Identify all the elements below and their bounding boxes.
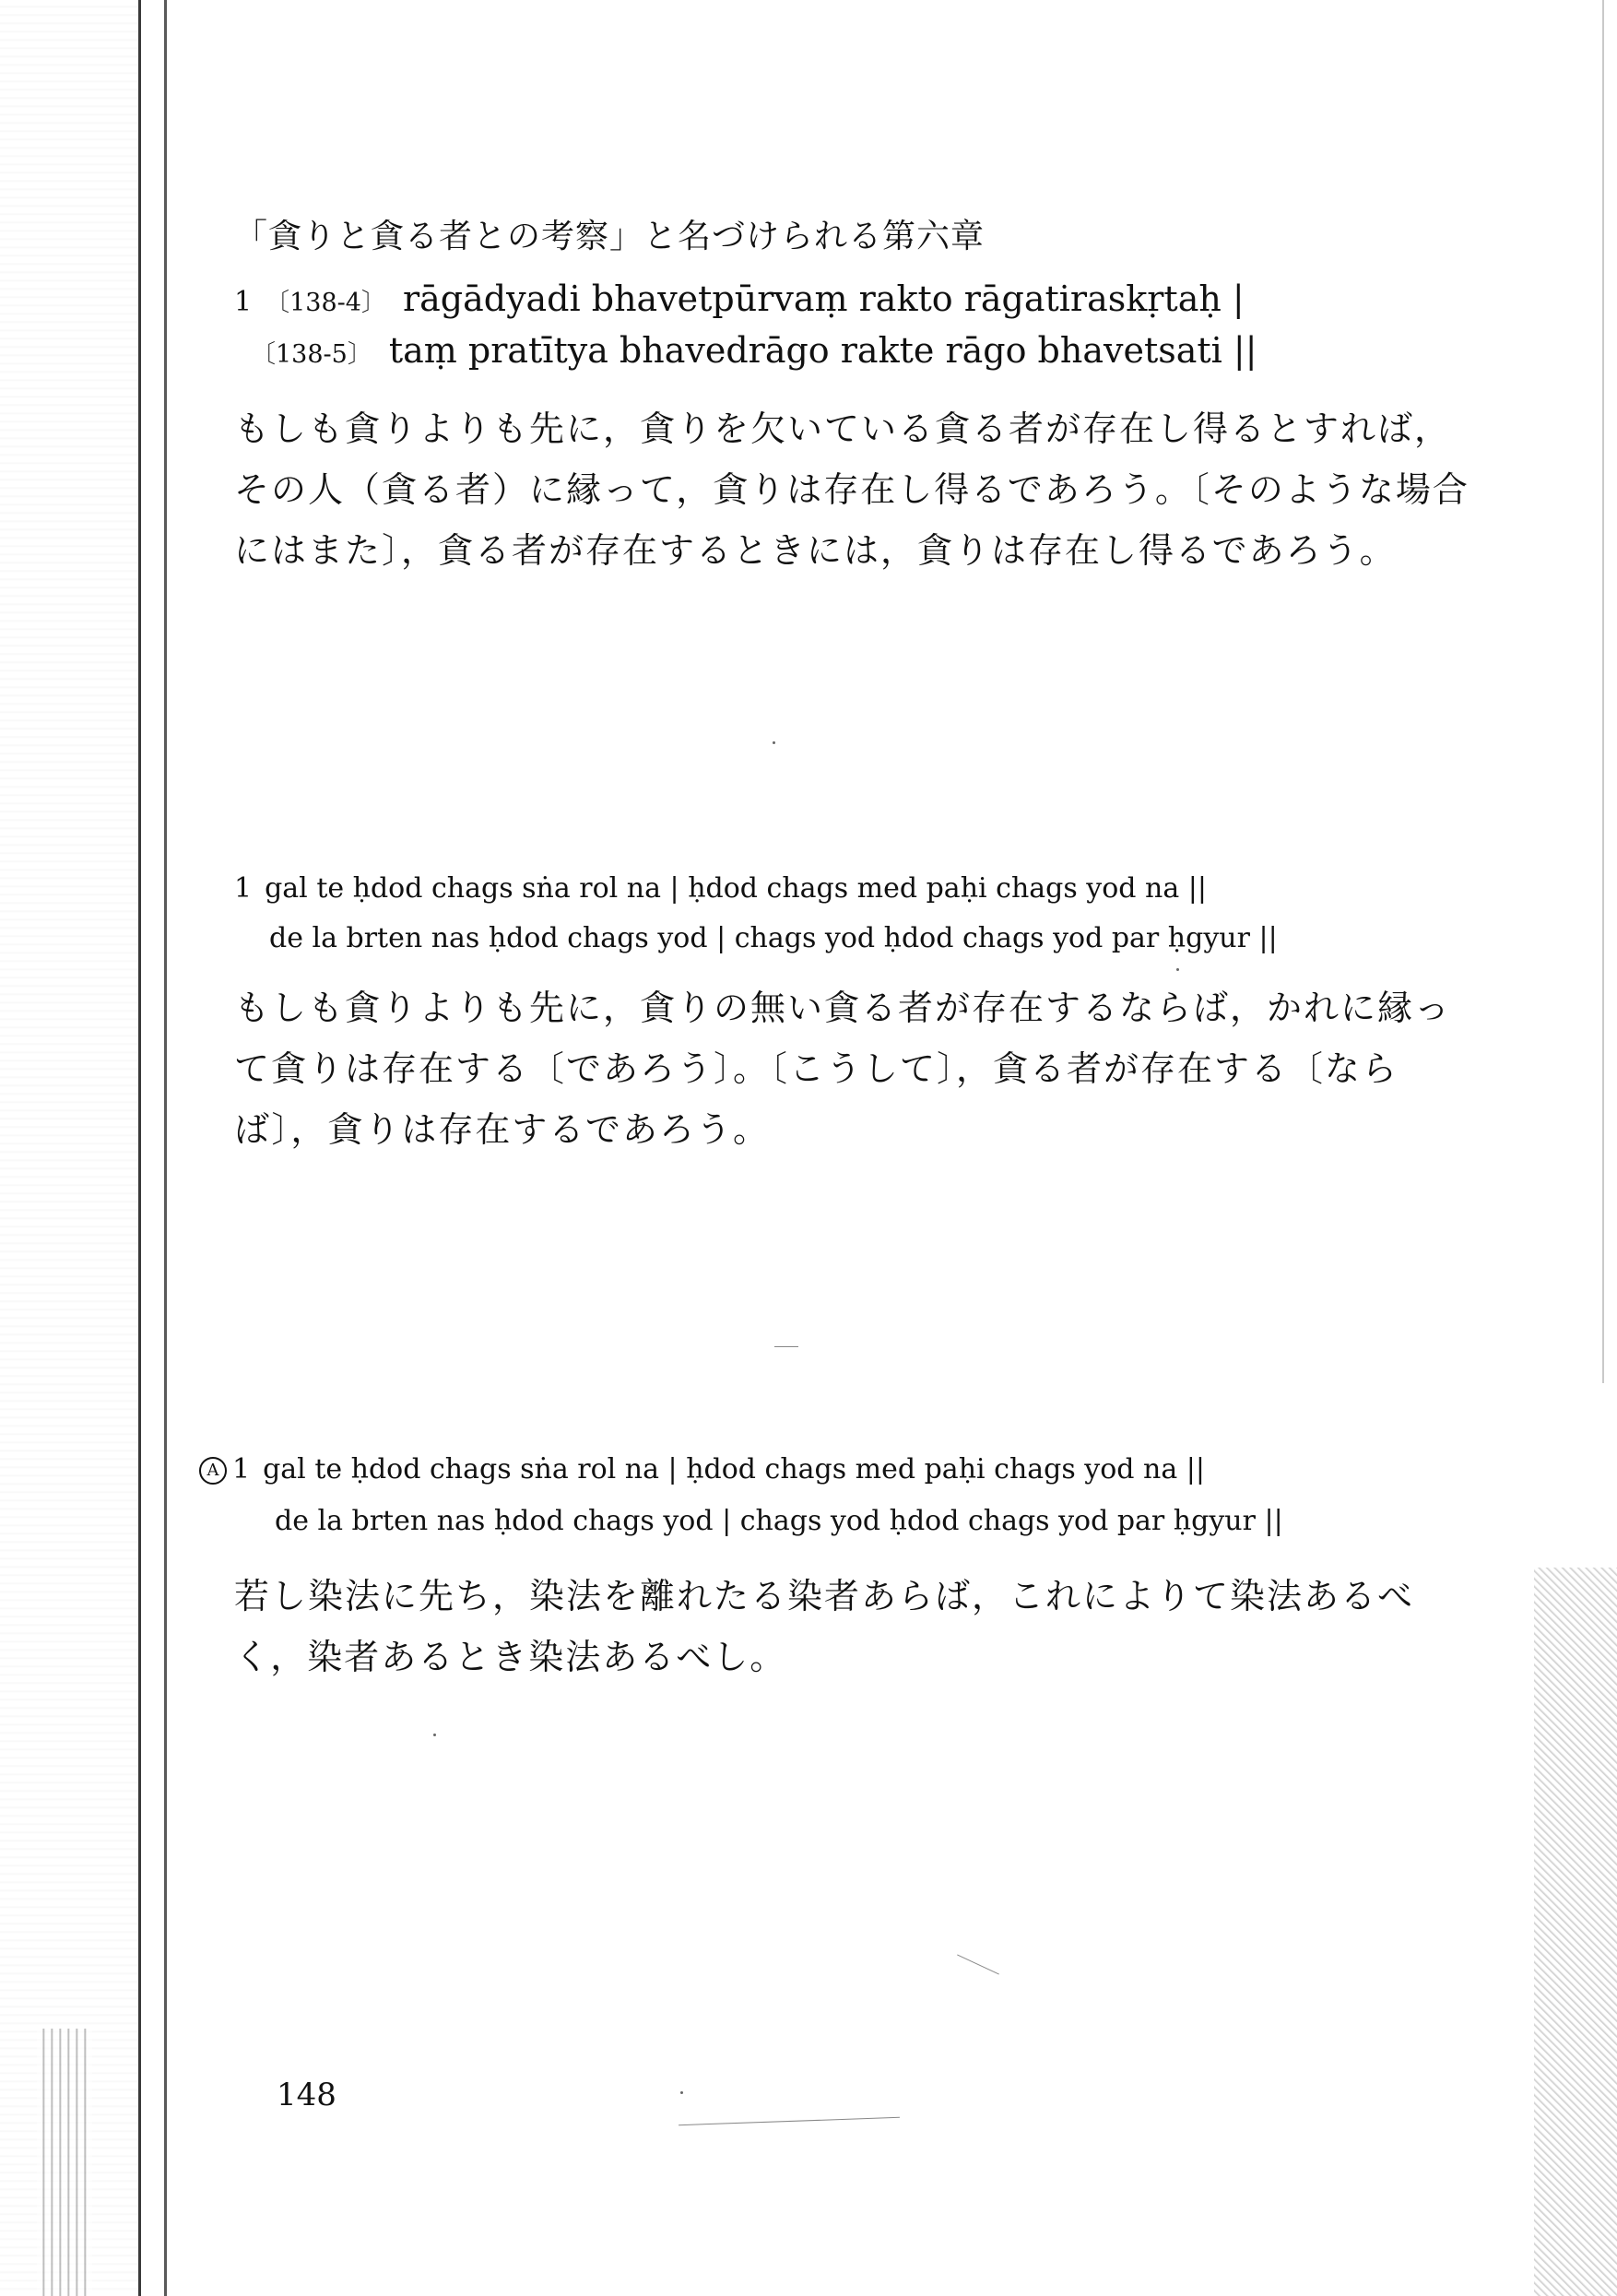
binding-edge	[138, 0, 141, 2296]
tibetan-text: gal te ḥdod chags sṅa rol na | ḥdod chags med paḥi chags yod na ||	[265, 872, 1207, 905]
tibetan-verse-line-1	[234, 863, 1469, 915]
tibetan-translation: もしも貪りよりも先に，貪りの無い貪る者が存在するならば，かれに縁って貪りは存在する〔であろう〕。〔こうして〕，貪る者が存在する〔ならば〕，貪りは存在するであろう。	[234, 988, 1452, 1150]
sanskrit-text: taṃ pratītya bhavedrāgo rakte rāgo bhavetsati ||	[388, 330, 1257, 371]
scan-right-edge	[1602, 0, 1604, 1383]
sanskrit-verse-line-1	[234, 273, 1469, 329]
scan-speck	[1176, 968, 1179, 971]
chinese-source-verse-line-1	[199, 1444, 1434, 1496]
scan-right-artifact	[1534, 1568, 1617, 2296]
tibetan-text: gal te ḥdod chags sṅa rol na | ḥdod chags med paḥi chags yod na ||	[263, 1453, 1205, 1485]
scan-speck	[433, 1734, 436, 1736]
chinese-source-translation: 若し染法に先ち，染法を離れたる染者あらば，これによりて染法あるべく，染者あるとき染法あるべし。	[234, 1576, 1415, 1677]
sanskrit-text: rāgādyadi bhavetpūrvaṃ rakto rāgatiraskṛtaḥ |	[402, 278, 1245, 319]
scan-left-margin	[0, 0, 138, 2296]
line-reference: 〔138-4〕	[265, 289, 386, 317]
sanskrit-translation: もしも貪りよりも先に，貪りを欠いている貪る者が存在し得るとすれば，その人（貪る者）に縁って，貪りは存在し得るであろう。〔そのような場合にはまた〕，貪る者が存在するときには，貪りは存在し得るであろう。	[234, 408, 1469, 571]
tibetan-verse-line-2: de la brten nas ḥdod chags yod | chags yod ḥdod chags yod par ḥgyur ||	[269, 922, 1278, 954]
sanskrit-verse-line-2	[251, 325, 1486, 381]
source-marker-circle: A	[199, 1457, 227, 1485]
scan-left-artifact	[37, 2029, 92, 2296]
line-reference: 〔138-5〕	[251, 340, 372, 369]
scan-speck	[680, 2091, 683, 2094]
verse-number: 1	[232, 1453, 251, 1485]
scan-speck	[773, 741, 775, 744]
verse-number: 1	[234, 872, 253, 905]
chinese-source-verse-line-2: de la brten nas ḥdod chags yod | chags yod ḥdod chags yod par ḥgyur ||	[275, 1505, 1283, 1537]
verse-number: 1	[234, 286, 253, 318]
scan-scratch	[774, 1346, 798, 1347]
chapter-title: 「貪りと貪る者との考察」と名づけられる第六章	[234, 218, 986, 255]
binding-edge-inner	[164, 0, 167, 2296]
page-number: 148	[277, 2077, 336, 2113]
scan-scratch	[679, 2117, 900, 2125]
scan-scratch	[957, 1954, 999, 1974]
